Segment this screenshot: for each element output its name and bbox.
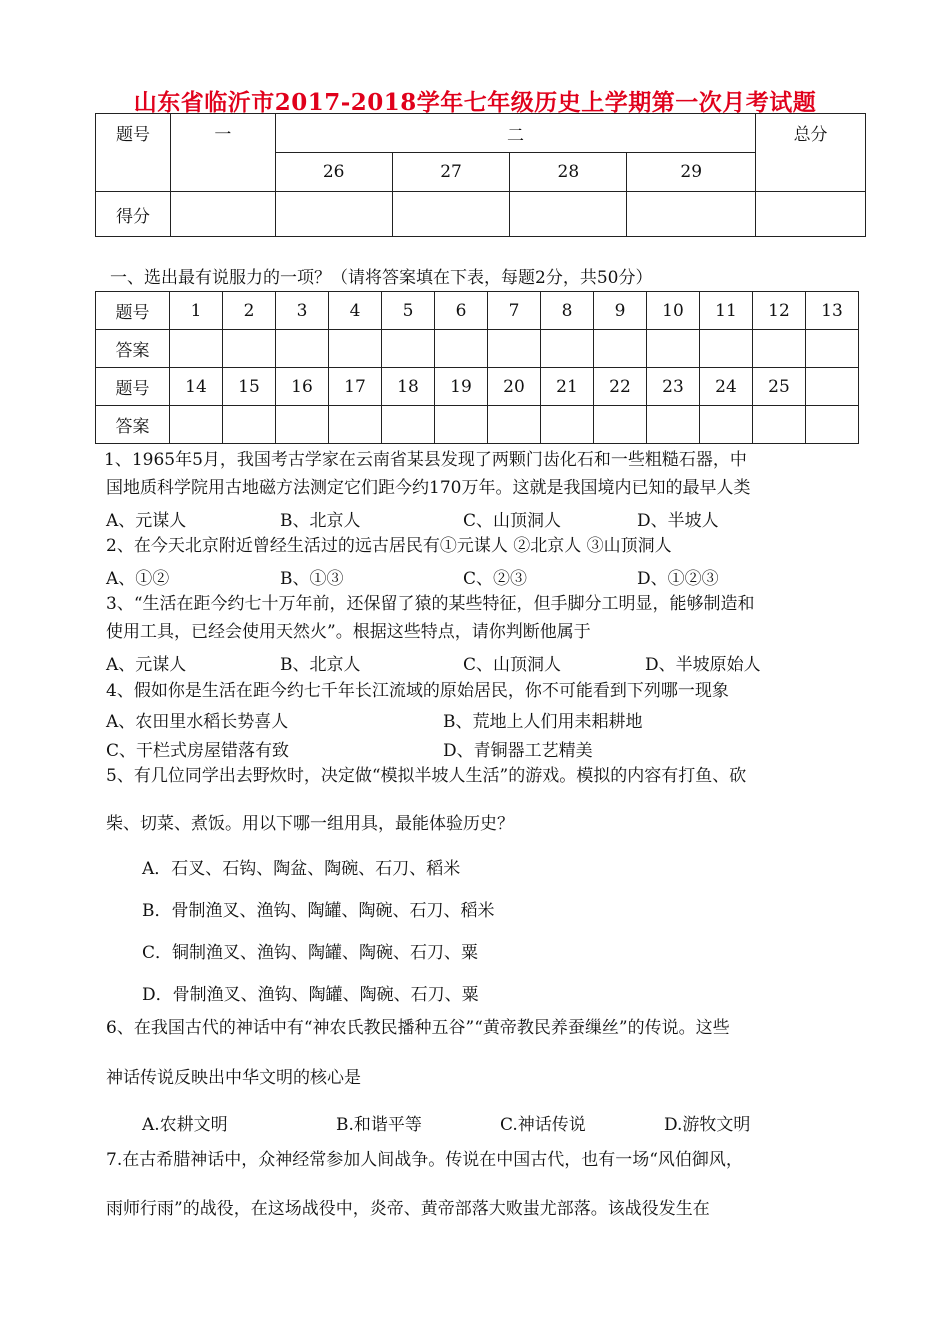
answer-cell[interactable] (276, 406, 329, 444)
question-number-cell: 1 (170, 292, 223, 330)
score-table (95, 113, 866, 237)
q4-option-c: C、干栏式房屋错落有致 (106, 741, 290, 761)
question-number-cell: 2 (223, 292, 276, 330)
question-number-cell: 18 (382, 368, 435, 406)
question-number-cell: 22 (594, 368, 647, 406)
question-5-line-2: 柴、切菜、煮饭。用以下哪一组用具，最能体验历史？ (106, 814, 514, 834)
answer-cell[interactable] (223, 330, 276, 368)
answer-cell[interactable] (170, 406, 223, 444)
question-6-line-1: 6、在我国古代的神话中有“神农氏教民播种五谷”“黄帝教民养蚕缫丝”的传说。这些 (106, 1018, 730, 1038)
question-1-line-1: 1、1965年5月，我国考古学家在云南省某县发现了两颗门齿化石和一些粗糙石器，中 (104, 450, 747, 470)
answer-cell[interactable] (647, 406, 700, 444)
page-title: 山东省临沂市2017-2018学年七年级历史上学期第一次月考试题 (133, 89, 817, 116)
q2-option-c: C、②③ (463, 569, 528, 589)
score-header-total: 总分 (756, 114, 866, 192)
question-number-cell: 9 (594, 292, 647, 330)
question-number-cell: 17 (329, 368, 382, 406)
score-subcol: 27 (392, 153, 510, 192)
q3-option-a: A、元谋人 (106, 655, 187, 675)
question-number-cell: 24 (700, 368, 753, 406)
answer-cell[interactable] (700, 406, 753, 444)
answer-cell[interactable] (806, 330, 859, 368)
question-3-line-2: 使用工具，已经会使用天然火”。根据这些特点，请你判断他属于 (106, 622, 591, 642)
score-subcol: 29 (627, 153, 756, 192)
score-subcol: 28 (510, 153, 627, 192)
question-number-cell: 8 (541, 292, 594, 330)
q2-option-b: B、①③ (280, 569, 344, 589)
q2-option-a: A、①② (106, 569, 170, 589)
question-6-line-2: 神话传说反映出中华文明的核心是 (106, 1068, 361, 1088)
score-header-tihao: 题号 (96, 114, 171, 192)
score-row-defen: 得分 (96, 192, 171, 237)
q1-option-c: C、山顶洞人 (463, 511, 562, 531)
q5-option-a: A．石叉、石钩、陶盆、陶碗、石刀、稻米 (142, 859, 461, 879)
q3-option-d: D、半坡原始人 (645, 655, 761, 675)
q3-option-c: C、山顶洞人 (463, 655, 562, 675)
question-number-cell: 4 (329, 292, 382, 330)
answer-cell[interactable] (329, 406, 382, 444)
question-number-cell: 10 (647, 292, 700, 330)
answer-cell[interactable] (435, 330, 488, 368)
answer-label-daan: 答案 (96, 330, 170, 368)
answer-cell[interactable] (753, 406, 806, 444)
question-number-cell: 19 (435, 368, 488, 406)
q2-option-d: D、①②③ (637, 569, 719, 589)
question-number-cell: 23 (647, 368, 700, 406)
question-5-line-1: 5、有几位同学出去野炊时，决定做“模拟半坡人生活”的游戏。模拟的内容有打鱼、砍 (106, 766, 747, 786)
answer-cell[interactable] (541, 406, 594, 444)
answer-cell[interactable] (488, 406, 541, 444)
score-cell[interactable] (627, 192, 756, 237)
score-cell[interactable] (170, 192, 275, 237)
score-cell[interactable] (392, 192, 510, 237)
score-cell[interactable] (756, 192, 866, 237)
question-number-cell: 21 (541, 368, 594, 406)
section-heading: 一、选出最有说服力的一项？（请将答案填在下表，每题2分，共50分） (110, 268, 653, 288)
question-number-cell: 20 (488, 368, 541, 406)
answer-cell[interactable] (329, 330, 382, 368)
question-number-cell: 25 (753, 368, 806, 406)
question-7-line-2: 雨师行雨”的战役，在这场战役中，炎帝、黄帝部落大败蚩尤部落。该战役发生在 (106, 1199, 710, 1219)
question-1-line-2: 国地质科学院用古地磁方法测定它们距今约170万年。这就是我国境内已知的最早人类 (106, 478, 751, 498)
question-number-cell: 5 (382, 292, 435, 330)
answer-label-daan: 答案 (96, 406, 170, 444)
question-number-cell: 11 (700, 292, 753, 330)
question-number-cell: 13 (806, 292, 859, 330)
question-number-cell: 15 (223, 368, 276, 406)
q4-option-b: B、荒地上人们用耒耜耕地 (443, 712, 643, 732)
score-header-part1: 一 (170, 114, 275, 192)
answer-table (95, 291, 859, 444)
score-cell[interactable] (275, 192, 392, 237)
answer-cell[interactable] (488, 330, 541, 368)
question-4-line-1: 4、假如你是生活在距今约七千年长江流域的原始居民，你不可能看到下列哪一现象 (106, 681, 729, 701)
answer-cell[interactable] (170, 330, 223, 368)
score-cell[interactable] (510, 192, 627, 237)
question-2-line-1: 2、在今天北京附近曾经生活过的远古居民有①元谋人 ②北京人 ③山顶洞人 (106, 536, 672, 556)
question-number-cell: 14 (170, 368, 223, 406)
question-number-cell: 7 (488, 292, 541, 330)
answer-cell[interactable] (541, 330, 594, 368)
question-3-line-1: 3、“生活在距今约七十万年前，还保留了猿的某些特征，但手脚分工明显，能够制造和 (106, 594, 755, 614)
answer-cell[interactable] (382, 330, 435, 368)
answer-cell[interactable] (223, 406, 276, 444)
answer-cell[interactable] (276, 330, 329, 368)
q1-option-d: D、半坡人 (637, 511, 719, 531)
score-subcol: 26 (275, 153, 392, 192)
question-number-cell: 12 (753, 292, 806, 330)
q6-option-c: C.神话传说 (500, 1115, 586, 1135)
question-number-cell: 6 (435, 292, 488, 330)
question-number-cell: 3 (276, 292, 329, 330)
q5-option-c: C．铜制渔叉、渔钩、陶罐、陶碗、石刀、粟 (142, 943, 479, 963)
question-number-cell: 16 (276, 368, 329, 406)
question-7-line-1: 7.在古希腊神话中，众神经常参加人间战争。传说在中国古代，也有一场“风伯御风， (106, 1150, 743, 1170)
question-number-cell (806, 368, 859, 406)
answer-cell[interactable] (753, 330, 806, 368)
answer-label-tihao: 题号 (96, 368, 170, 406)
q6-option-a: A.农耕文明 (142, 1115, 228, 1135)
q1-option-b: B、北京人 (280, 511, 361, 531)
answer-cell[interactable] (806, 406, 859, 444)
q6-option-b: B.和谐平等 (336, 1115, 422, 1135)
answer-label-tihao: 题号 (96, 292, 170, 330)
answer-cell[interactable] (435, 406, 488, 444)
q4-option-d: D、青铜器工艺精美 (443, 741, 593, 761)
q4-option-a: A、农田里水稻长势喜人 (106, 712, 289, 732)
answer-cell[interactable] (647, 330, 700, 368)
q5-option-d: D．骨制渔叉、渔钩、陶罐、陶碗、石刀、粟 (142, 985, 479, 1005)
q3-option-b: B、北京人 (280, 655, 361, 675)
answer-cell[interactable] (382, 406, 435, 444)
q1-option-a: A、元谋人 (106, 511, 187, 531)
answer-cell[interactable] (594, 406, 647, 444)
q6-option-d: D.游牧文明 (664, 1115, 751, 1135)
answer-cell[interactable] (594, 330, 647, 368)
score-header-part2: 二 (275, 114, 755, 153)
answer-cell[interactable] (700, 330, 753, 368)
q5-option-b: B．骨制渔叉、渔钩、陶罐、陶碗、石刀、稻米 (142, 901, 495, 921)
